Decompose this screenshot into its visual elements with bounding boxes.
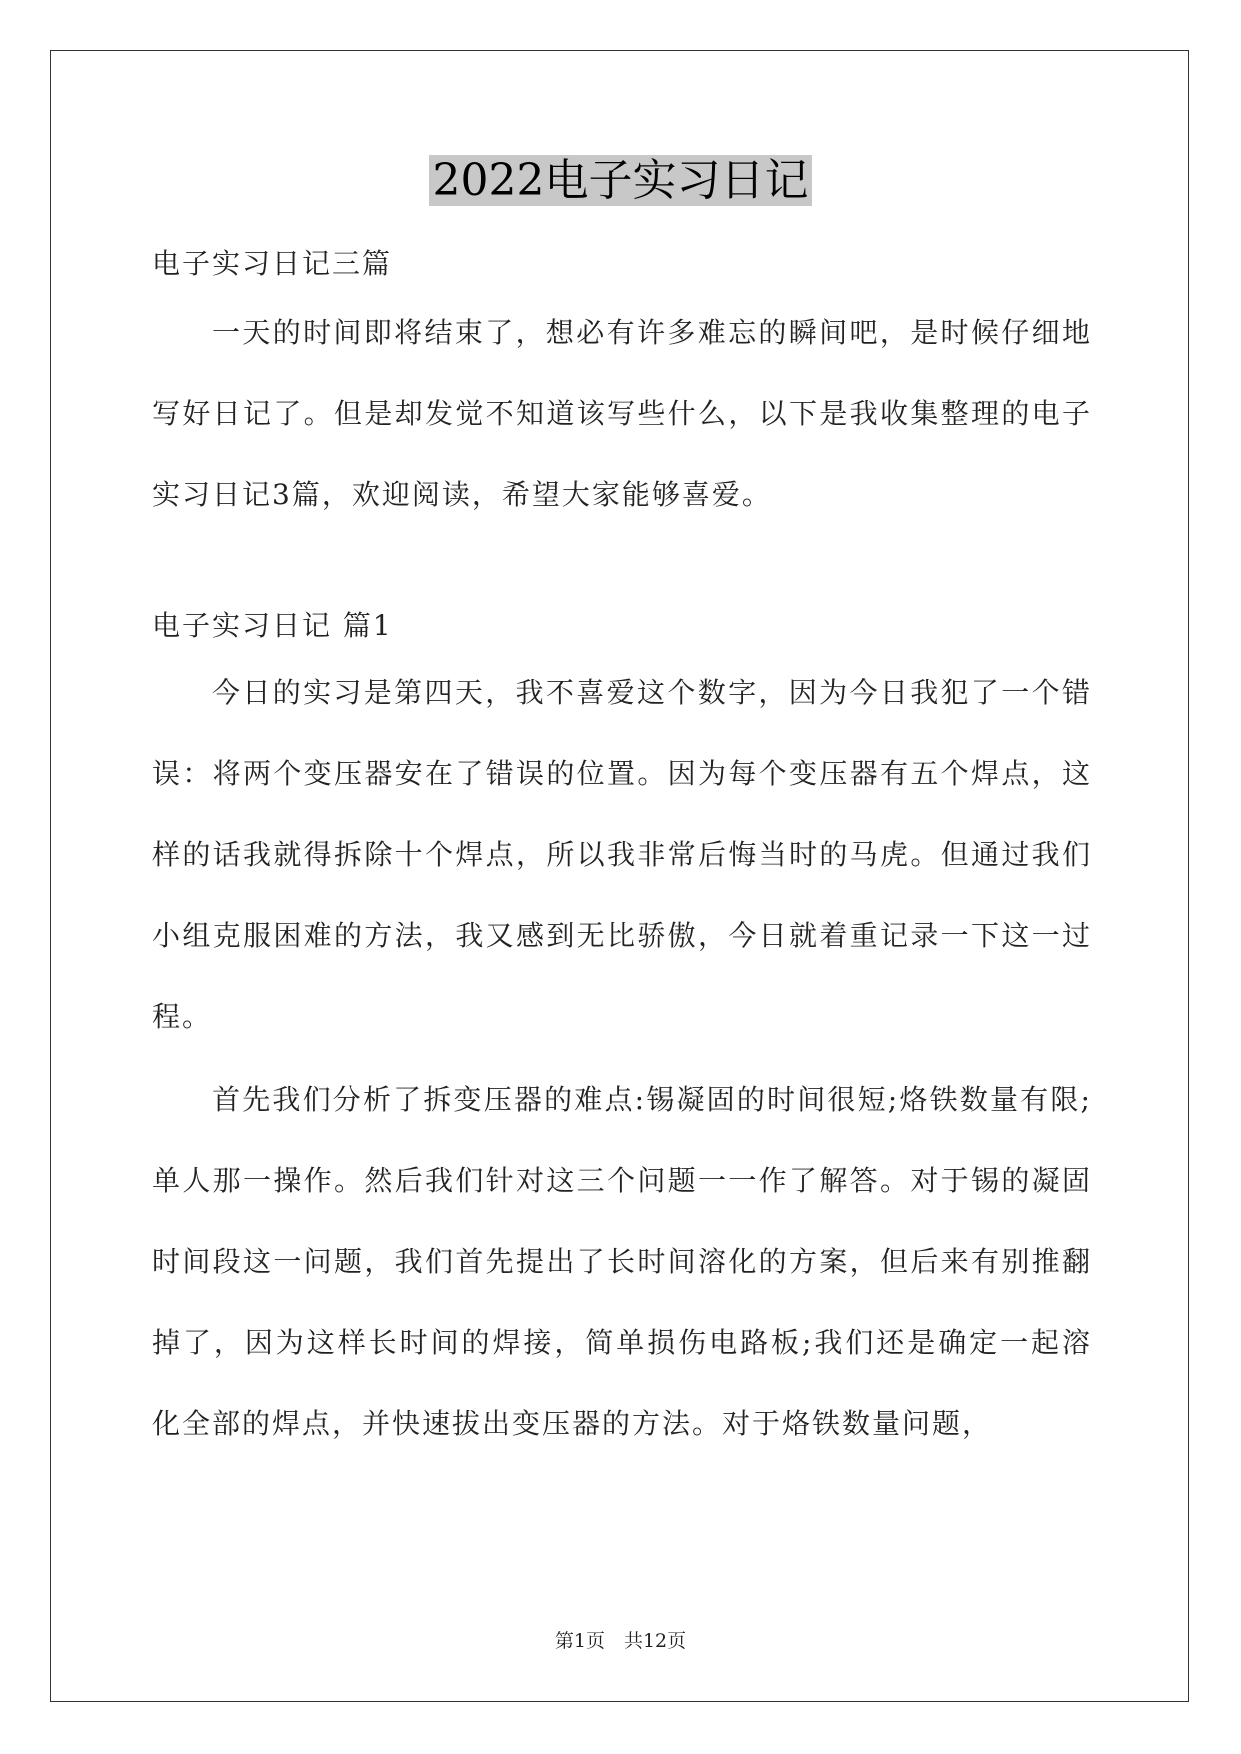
document-subtitle: 电子实习日记三篇 xyxy=(152,247,393,280)
body-paragraph-1: 今日的实习是第四天，我不喜爱这个数字，因为今日我犯了一个错误：将两个变压器安在了错误的位置。因为每个变压器有五个焊点，这样的话我就得拆除十个焊点，所以我非常后悔当时的马虎。但通过我们小组克服困难的方法，我又感到无比骄傲，今日就着重记录一下这一过程。 xyxy=(152,676,1092,1033)
document-title-text: 2022电子实习日记 xyxy=(429,155,813,206)
intro-paragraph: 一天的时间即将结束了，想必有许多难忘的瞬间吧，是时候仔细地写好日记了。但是却发觉不知道该写些什么，以下是我收集整理的电子实习日记3篇，欢迎阅读，希望大家能够喜爱。 xyxy=(152,316,1092,511)
document-title xyxy=(0,150,1241,212)
section-heading: 电子实习日记 篇1 xyxy=(152,609,393,642)
body-paragraph-2: 首先我们分析了拆变压器的难点:锡凝固的时间很短;烙铁数量有限;单人那一操作。然后我们针对这三个问题一一作了解答。对于锡的凝固时间段这一问题，我们首先提出了长时间溶化的方案，但后来有别推翻掉了，因为这样长时间的焊接，简单损伤电路板;我们还是确定一起溶化全部的焊点，并快速拔出变压器的方法。对于烙铁数量问题， xyxy=(152,1083,1092,1440)
page-number-footer: 第1页 共12页 xyxy=(554,1630,687,1652)
